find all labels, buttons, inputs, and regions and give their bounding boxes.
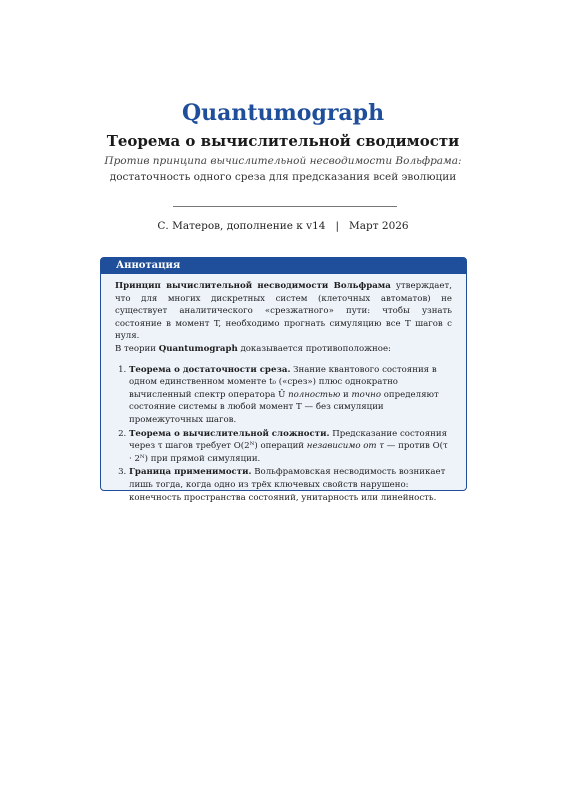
list-item-emphasis: независимо от τ	[306, 441, 385, 452]
wolfram-principle-term: Принцип вычислительной несводимости Вольфрама	[115, 281, 391, 291]
list-item-text: Предсказание состояния через τ шагов требует O(2ᴺ) операций	[129, 428, 447, 452]
abstract-body	[101, 274, 466, 504]
abstract-paragraph-1-text: утверждает, что для многих дискретных систем (клеточных автоматов) не существует аналитического «срезжатного» пути: чтобы узнать состояние в момент T, необходимо прогнать симуляцию все T шагов с нуля.	[115, 281, 452, 342]
list-item-text: определяют состояние системы в любой момент T — без симуляции промежуточных шагов.	[129, 389, 439, 425]
author-line	[0, 220, 566, 232]
list-item-emphasis: полностью	[288, 389, 341, 400]
list-item	[129, 364, 452, 427]
list-item-text: Знание квантового состояния в одном единственном моменте t₀ («срез») плюс однократно вычисленный спектр оператора Û	[129, 364, 437, 400]
theorem-list	[115, 364, 452, 505]
list-item-lead: Теорема о достаточности среза.	[129, 364, 291, 375]
list-item-emphasis: точно	[351, 389, 382, 400]
list-item-text: и	[340, 389, 352, 400]
abstract-paragraph-2-lead: В теории	[115, 343, 159, 354]
abstract-paragraph-2	[115, 343, 452, 356]
author-version: С. Матеров, дополнение к v14	[157, 220, 326, 232]
tagline-italic: Против принципа вычислительной несводимости Вольфрама:	[104, 155, 462, 167]
paper-title: Quantumograph	[181, 100, 385, 126]
theory-name: Quantumograph	[158, 343, 238, 354]
paper-subtitle: Теорема о вычислительной сводимости	[106, 132, 460, 150]
list-item-lead: Теорема о вычислительной сложности.	[129, 428, 330, 439]
title-divider	[173, 206, 397, 207]
abstract-heading: Аннотация	[101, 258, 466, 274]
list-item-lead: Граница применимости.	[129, 467, 252, 478]
list-item-text: Вольфрамовская несводимость возникает лишь тогда, когда одно из трёх ключевых свойств нарушено: конечность пространства состояний, унитарность или линейность.	[129, 467, 446, 503]
publication-date: Март 2026	[349, 220, 409, 232]
list-item	[129, 466, 452, 504]
abstract-box	[100, 257, 467, 503]
author-separator: |	[335, 220, 340, 232]
abstract-paragraph-2-tail: доказывается противоположное:	[237, 343, 391, 354]
abstract-paragraph-1	[115, 280, 452, 343]
tagline-plain: достаточность одного среза для предсказания всей эволюции	[109, 171, 457, 183]
list-item-text: — против O(τ · 2ᴺ) при прямой симуляции.	[129, 441, 448, 464]
list-item	[129, 428, 452, 466]
